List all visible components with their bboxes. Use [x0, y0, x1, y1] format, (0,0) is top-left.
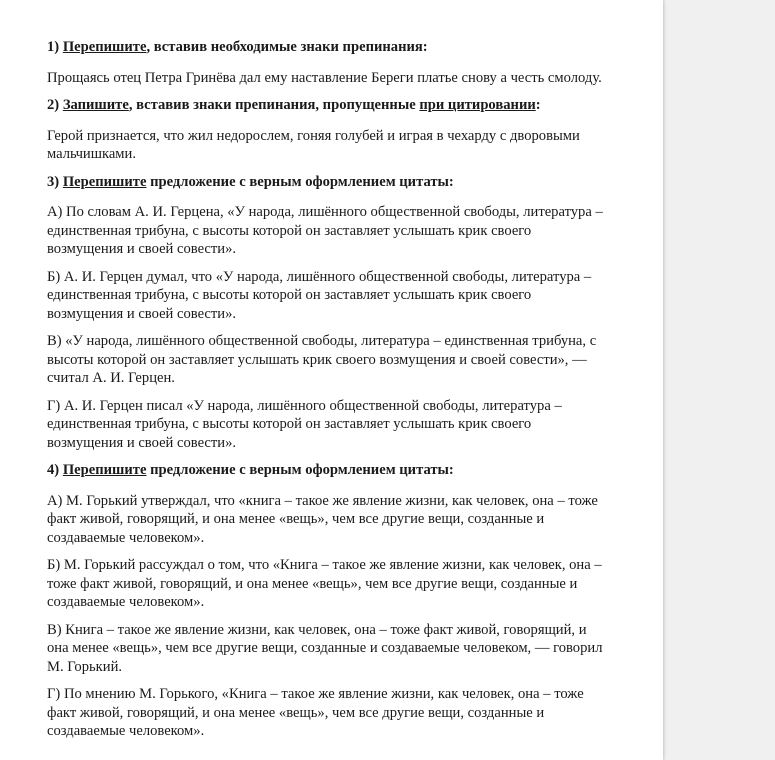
task-1-text: Прощаясь отец Петра Гринёва дал ему наставление Береги платье снову а честь смолоду.: [47, 69, 602, 86]
document-body: [47, 38, 607, 750]
task-4-heading: [47, 461, 607, 480]
task-1-heading: [47, 38, 607, 57]
task-2-instruction: , вставив знаки препинания, пропущенные: [128, 97, 420, 113]
task-4-option-a: А) М. Горький утверждал, что «книга – такое же явление жизни, как человек, она – тоже факт живой, говорящий, и она менее «вещь», чем все другие вещи, созданные и создаваемые человеком».: [47, 492, 598, 546]
task-4-number: 4): [47, 462, 63, 478]
task-1-instruction: , вставив необходимые знаки препинания:: [146, 39, 428, 55]
task-3-verb: Перепишите: [62, 173, 147, 190]
task-2-verb: Запишите: [62, 97, 129, 113]
task-1-number: 1): [47, 39, 63, 55]
task-3-option-v: В) «У народа, лишённого общественной свободы, литература – единственная трибуна, с высоты которой он заставляет услышать крик своего возмущения и своей совести», — считал А. И. Герцен.: [47, 333, 597, 386]
task-3-option-b: Б) А. И. Герцен думал, что «У народа, лишённого общественной свободы, литература – единственная трибуна, с высоты которой он заставляет услышать крик своего возмущения и своей совести».: [47, 268, 592, 322]
task-4-option-b: Б) М. Горький рассуждал о том, что «Книга – такое же явление жизни, как человек, она – тоже факт живой, говорящий, и она менее «вещь», чем все другие вещи, созданные и создаваемые человеком».: [47, 557, 602, 610]
task-4-instruction: предложение с верным оформлением цитаты:: [146, 462, 454, 478]
task-2-number: 2): [47, 97, 63, 113]
task-2-colon: :: [535, 97, 541, 113]
task-3-instruction: предложение с верным оформлением цитаты:: [146, 173, 454, 190]
task-2-text: Герой признается, что жил недорослем, гоняя голубей и играя в чехарду с дворовыми мальчишками.: [47, 127, 580, 162]
task-1-verb: Перепишите: [62, 39, 147, 55]
task-2-underlined-phrase: при цитировании: [419, 97, 536, 113]
task-4-verb: Перепишите: [62, 462, 147, 478]
task-3-option-a: А) По словам А. И. Герцена, «У народа, лишённого общественной свободы, литература – единственная трибуна, с высоты которой он заставляет услышать крик своего возмущения и своей совести».: [47, 204, 603, 257]
task-3-option-g: Г) А. И. Герцен писал «У народа, лишённого общественной свободы, литература – единственная трибуна, с высоты которой он заставляет услышать крик своего возмущения и своей совести».: [47, 397, 562, 451]
task-3-heading: [47, 173, 607, 192]
task-2-heading: [47, 96, 607, 115]
task-3-number: 3): [47, 173, 63, 190]
task-4-option-g: Г) По мнению М. Горького, «Книга – такое же явление жизни, как человек, она – тоже факт живой, говорящий, и она менее «вещь», чем все другие вещи, созданные и создаваемые человеком».: [47, 686, 584, 739]
task-4-option-v: В) Книга – такое же явление жизни, как человек, она – тоже факт живой, говорящий, и она менее «вещь», чем все другие вещи, созданные и создаваемые человеком, — говорил М. Горький.: [47, 621, 603, 675]
